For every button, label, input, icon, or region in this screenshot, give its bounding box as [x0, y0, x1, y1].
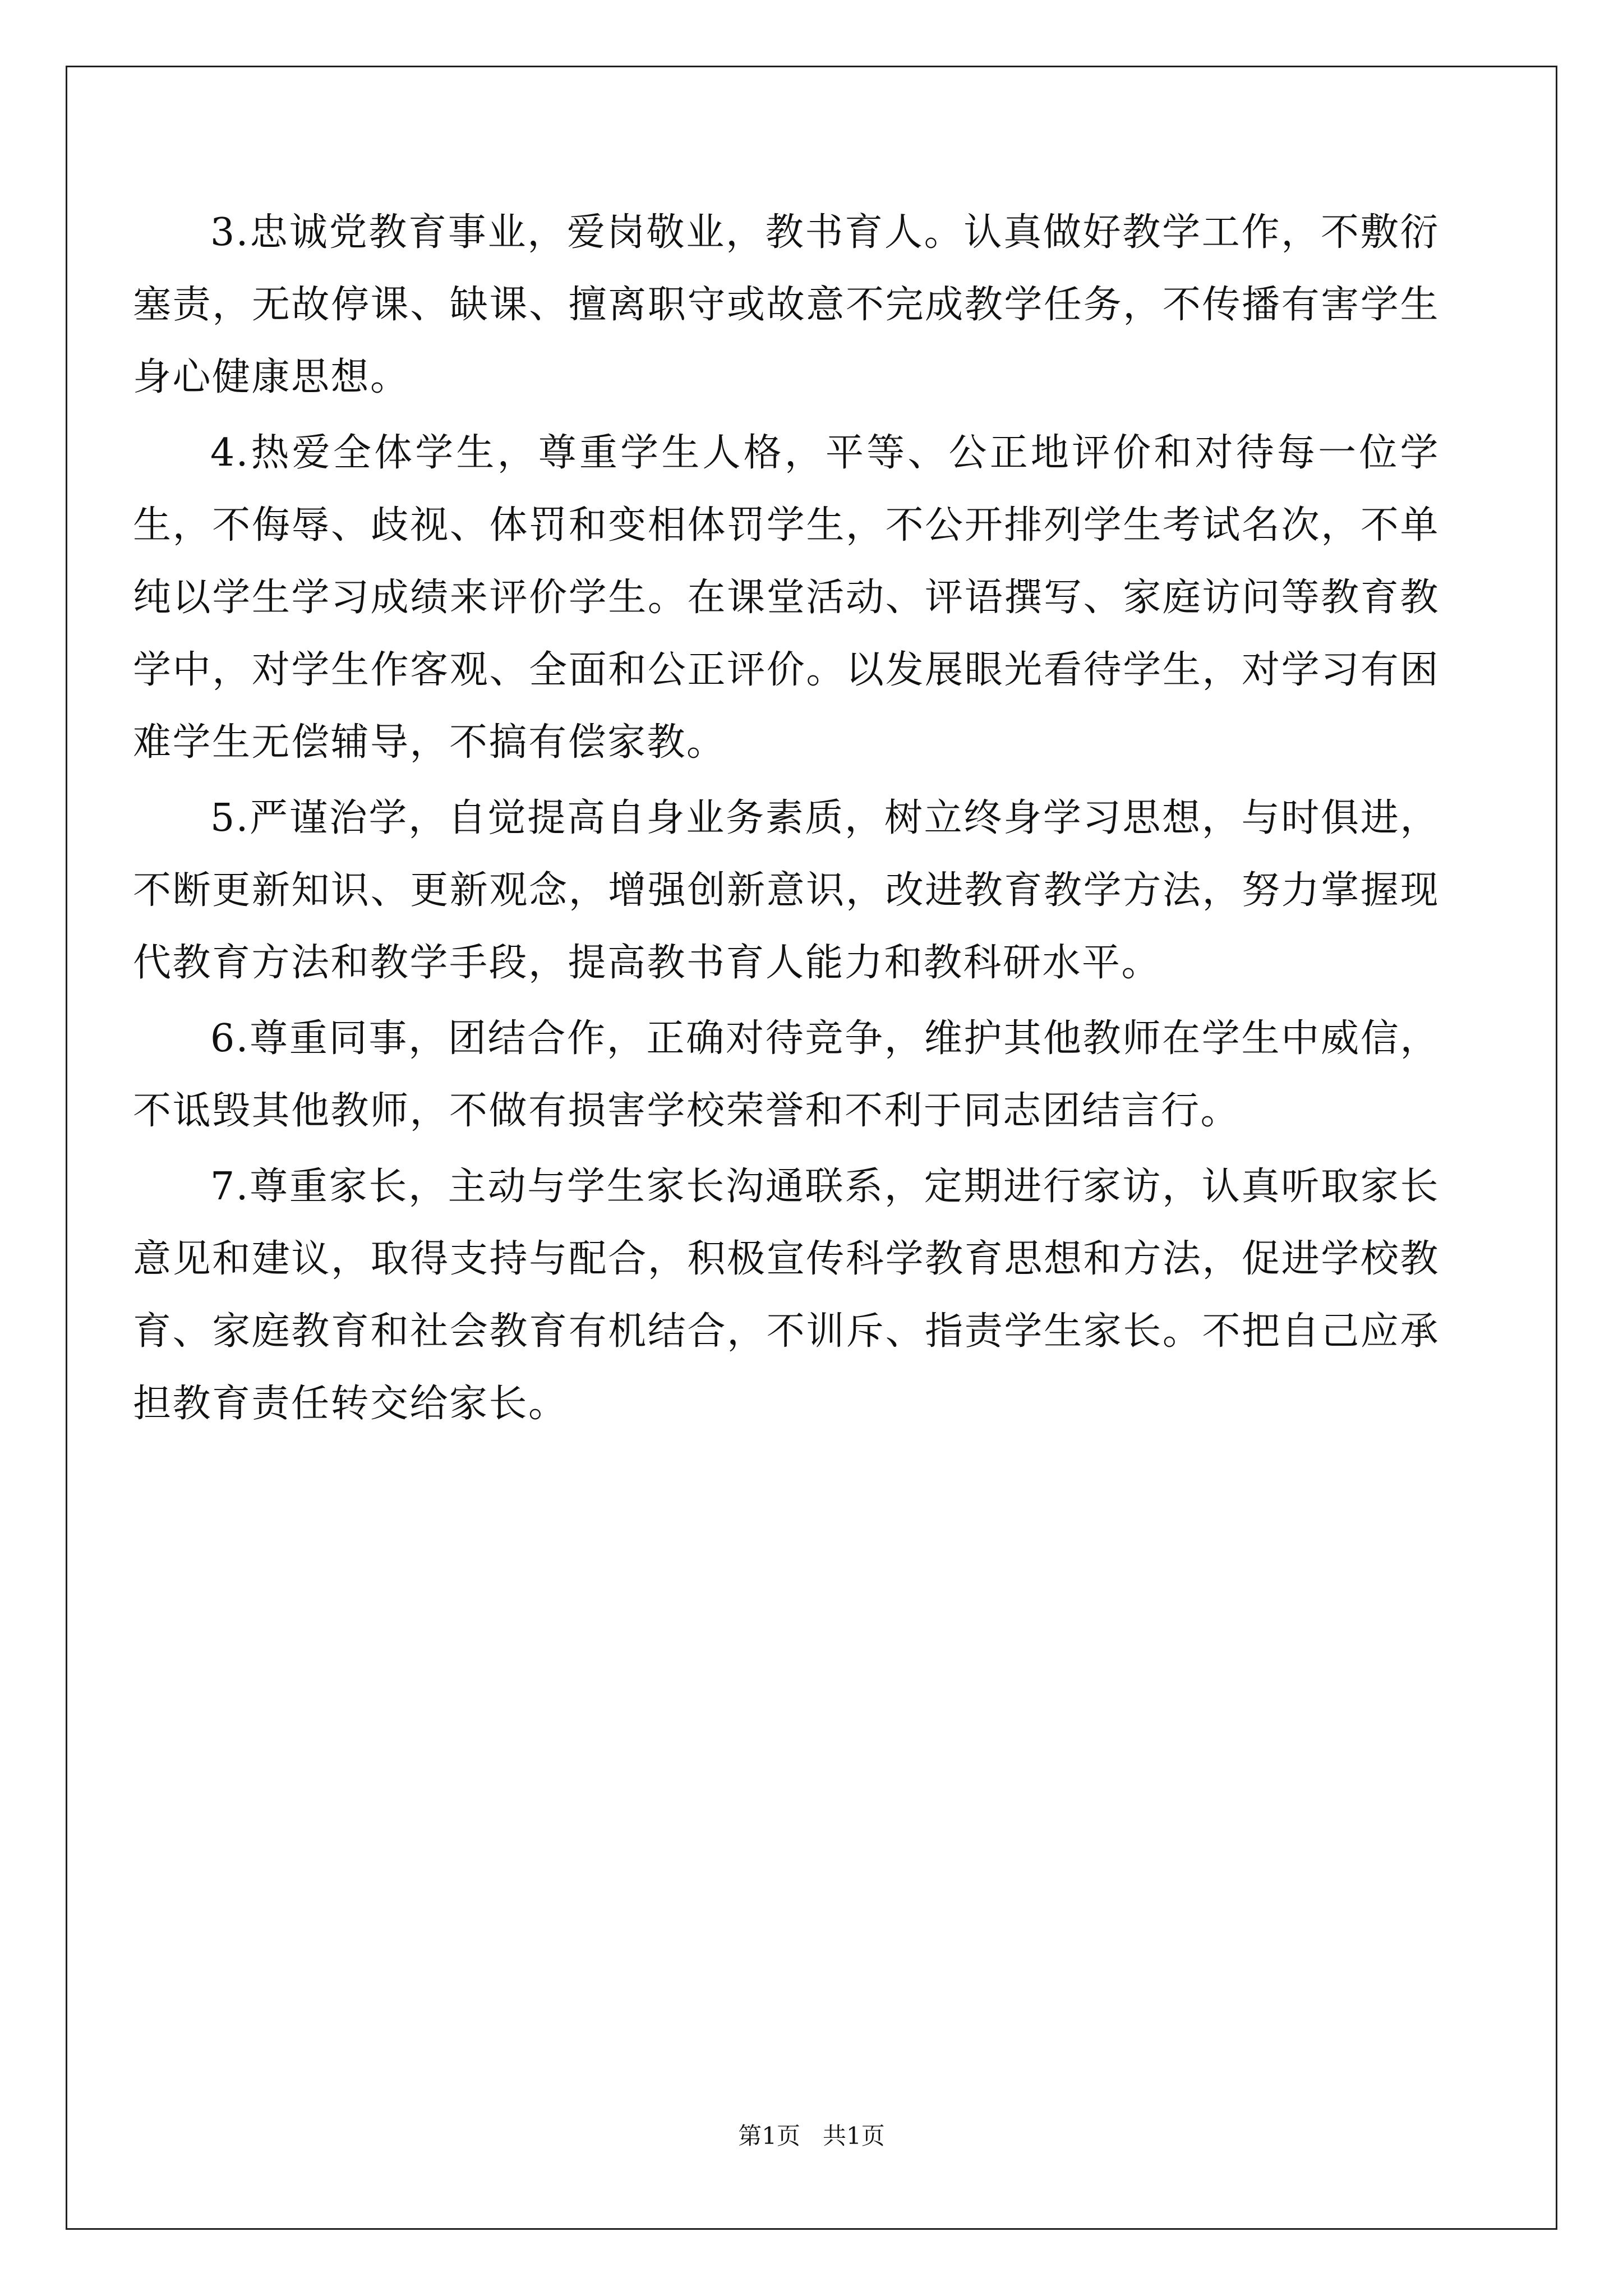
paragraph-3: 3.忠诚党教育事业，爱岗敬业，教书育人。认真做好教学工作，不敷衍塞责，无故停课、缺课、擅离职守或故意不完成教学任务，不传播有害学生身心健康思想。: [133, 210, 1440, 399]
page-number-total: 共1页: [823, 2122, 885, 2150]
page-footer: [0, 2119, 1623, 2153]
document-body: [133, 196, 1440, 1440]
paragraph-4: 4.热爱全体学生，尊重学生人格，平等、公正地评价和对待每一位学生，不侮辱、歧视、体罚和变相体罚学生，不公开排列学生考试名次，不单纯以学生学习成绩来评价学生。在课堂活动、评语撰写、家庭访问等教育教学中，对学生作客观、全面和公正评价。以发展眼光看待学生，对学习有困难学生无偿辅导，不搞有偿家教。: [133, 431, 1440, 765]
page-number-current: 第1页: [738, 2122, 800, 2150]
paragraph-7: 7.尊重家长，主动与学生家长沟通联系，定期进行家访，认真听取家长意见和建议，取得支持与配合，积极宣传科学教育思想和方法，促进学校教育、家庭教育和社会教育有机结合，不训斥、指责学生家长。不把自己应承担教育责任转交给家长。: [133, 1165, 1440, 1426]
paragraph-6: 6.尊重同事，团结合作，正确对待竞争，维护其他教师在学生中威信，不诋毁其他教师，不做有损害学校荣誉和不利于同志团结言行。: [133, 1016, 1440, 1133]
paragraph-5: 5.严谨治学，自觉提高自身业务素质，树立终身学习思想，与时俱进，不断更新知识、更新观念，增强创新意识，改进教育教学方法，努力掌握现代教育方法和教学手段，提高教书育人能力和教科研水平。: [133, 796, 1440, 985]
